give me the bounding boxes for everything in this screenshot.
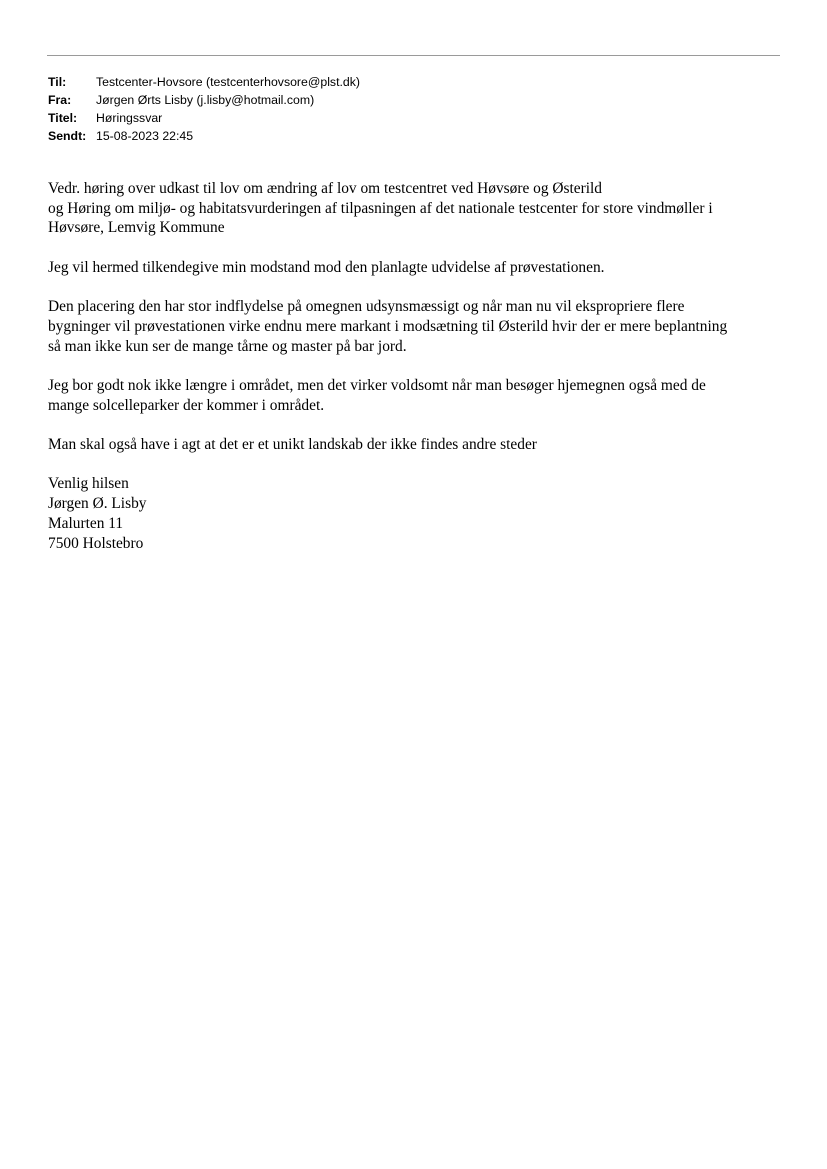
subject-row [48,109,360,127]
from-label: Fra: [48,93,72,107]
text-line: Høvsøre, Lemvig Kommune [48,219,225,237]
subject-value: Høringssvar [96,111,163,125]
from-row [48,91,360,109]
subject-label: Titel: [48,111,78,125]
to-value: Testcenter-Hovsore (testcenterhovsore@plst.dk) [96,75,360,89]
signature-street: Malurten 11 [48,514,124,532]
paragraph-opposition [48,258,788,278]
text-line: bygninger vil prøvestationen virke endnu mere markant i modsætning til Østerild hvir der er mere beplantning [48,317,728,335]
email-body [48,179,788,573]
signature-city: 7500 Holstebro [48,534,144,552]
to-label: Til: [48,75,67,89]
text-line: Den placering den har stor indflydelse på omegnen udsynsmæssigt og når man nu vil ekspropriere flere [48,298,685,316]
text-line: så man ikke kun ser de mange tårne og master på bar jord. [48,337,407,355]
paragraph-placement [48,297,788,356]
text-line: Jeg bor godt nok ikke længre i området, men det virker voldsomt når man besøger hjemegnen også med de [48,376,706,394]
text-line: mange solcelleparker der kommer i området. [48,396,325,414]
sent-row [48,127,360,145]
text-line: Jeg vil hermed tilkendegive min modstand mod den planlagte udvidelse af prøvestationen. [48,258,605,276]
to-row [48,73,360,91]
signature-closing: Venlig hilsen [48,475,129,493]
text-line: Vedr. høring over udkast til lov om ændring af lov om testcentret ved Høvsøre og Østerild [48,180,602,197]
sent-value: 15-08-2023 22:45 [96,129,194,143]
text-line: Man skal også have i agt at det er et unikt landskab der ikke findes andre steder [48,436,537,454]
signature-name: Jørgen Ø. Lisby [48,495,147,513]
paragraph-landscape [48,435,788,455]
email-header [48,73,360,145]
sent-label: Sendt: [48,129,87,143]
text-line: og Høring om miljø- og habitatsvurderingen af tilpasningen af det nationale testcenter for store vindmøller i [48,199,713,217]
from-value: Jørgen Ørts Lisby (j.lisby@hotmail.com) [96,93,315,107]
paragraph-subject-reference [48,179,788,238]
signature-block [48,474,788,553]
paragraph-residence [48,376,788,415]
header-divider [47,55,780,56]
